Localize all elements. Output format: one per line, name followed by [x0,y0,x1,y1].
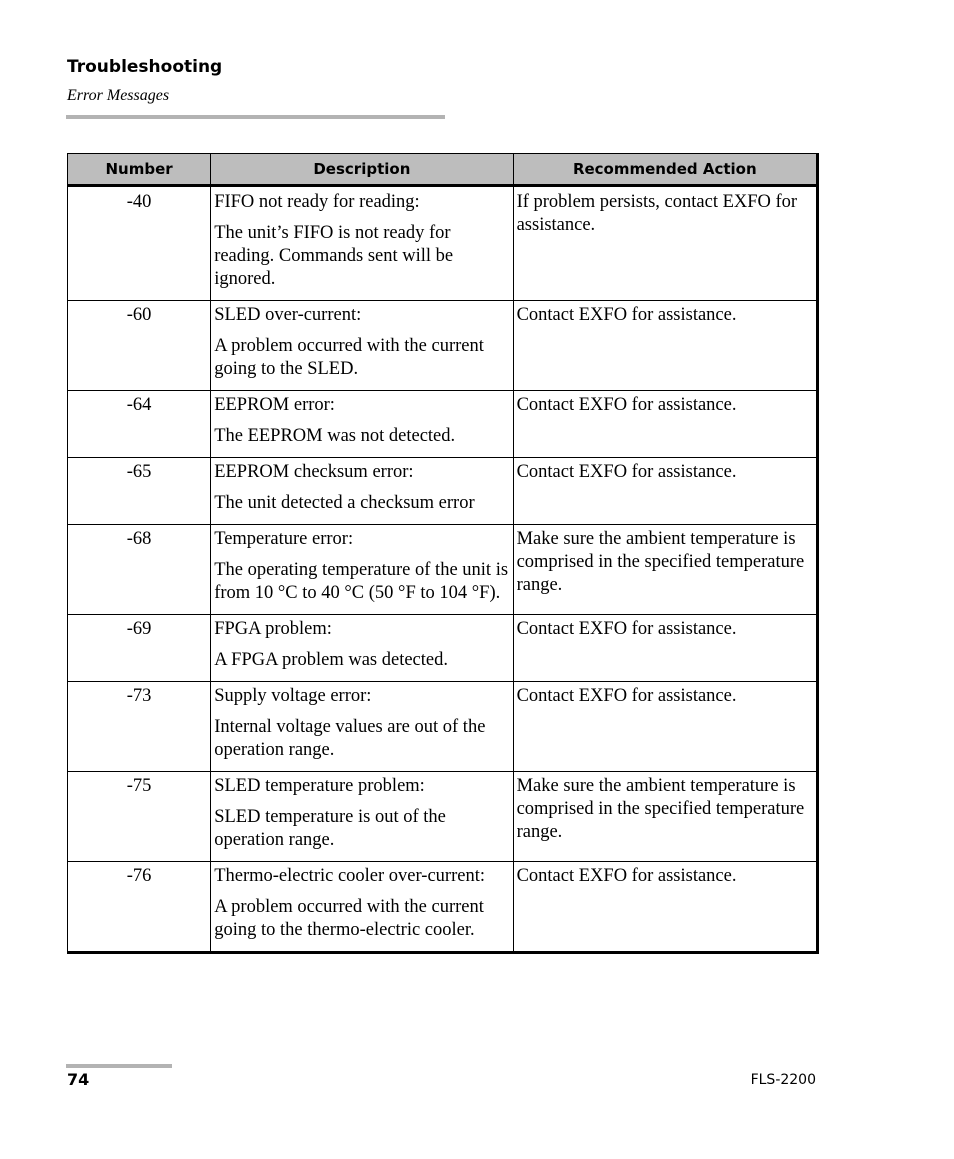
header-rule [66,115,445,119]
description-detail: The unit’s FIFO is not ready for reading. Commands sent will be ignored. [214,223,454,289]
description-detail: SLED temperature is out of the operation range. [214,807,446,850]
page-number: 74 [67,1070,90,1089]
recommended-action: Contact EXFO for assistance. [513,301,817,391]
table-row [68,772,818,862]
description-title: EEPROM checksum error: [214,462,414,482]
table-header-row [68,154,818,186]
error-description [211,186,513,301]
recommended-action: Contact EXFO for assistance. [513,862,817,953]
error-description [211,615,513,682]
error-description [211,862,513,953]
description-title: Supply voltage error: [214,686,372,706]
table-row [68,682,818,772]
error-number: -65 [68,458,211,525]
table-row [68,862,818,953]
error-number: -76 [68,862,211,953]
table-row [68,525,818,615]
table-row [68,615,818,682]
error-description [211,458,513,525]
table-row [68,301,818,391]
error-number: -69 [68,615,211,682]
column-header-recommended-action: Recommended Action [513,154,817,186]
product-name: FLS-2200 [750,1072,816,1088]
error-description [211,525,513,615]
recommended-action: Make sure the ambient temperature is comprised in the specified temperature range. [513,772,817,862]
error-number: -60 [68,301,211,391]
description-detail: The operating temperature of the unit is from 10 °C to 40 °C (50 °F to 104 °F). [214,560,509,603]
error-number: -64 [68,391,211,458]
error-number: -75 [68,772,211,862]
column-header-number: Number [68,154,211,186]
column-header-description: Description [211,154,513,186]
error-description [211,391,513,458]
recommended-action: Contact EXFO for assistance. [513,458,817,525]
error-description [211,772,513,862]
error-number: -73 [68,682,211,772]
table-row [68,186,818,301]
description-detail: A problem occurred with the current going to the SLED. [214,336,484,379]
error-number: -68 [68,525,211,615]
section-title: Troubleshooting [67,57,223,77]
description-title: SLED over-current: [214,305,362,325]
error-messages-table [67,153,819,954]
error-description [211,301,513,391]
description-detail: Internal voltage values are out of the operation range. [214,717,486,760]
description-detail: A problem occurred with the current going to the thermo-electric cooler. [214,897,484,940]
description-detail: The EEPROM was not detected. [214,426,456,446]
description-title: FIFO not ready for reading: [214,192,420,212]
description-title: EEPROM error: [214,395,335,415]
description-detail: The unit detected a checksum error [214,493,475,513]
table-row [68,458,818,525]
description-detail: A FPGA problem was detected. [214,650,448,670]
description-title: Thermo-electric cooler over-current: [214,866,485,886]
recommended-action: Contact EXFO for assistance. [513,615,817,682]
description-title: SLED temperature problem: [214,776,425,796]
description-title: Temperature error: [214,529,354,549]
error-number: -40 [68,186,211,301]
description-title: FPGA problem: [214,619,332,639]
error-description [211,682,513,772]
table-row [68,391,818,458]
footer-rule [66,1064,172,1068]
section-subtitle: Error Messages [67,87,170,104]
recommended-action: If problem persists, contact EXFO for assistance. [513,186,817,301]
recommended-action: Contact EXFO for assistance. [513,682,817,772]
recommended-action: Make sure the ambient temperature is comprised in the specified temperature range. [513,525,817,615]
recommended-action: Contact EXFO for assistance. [513,391,817,458]
